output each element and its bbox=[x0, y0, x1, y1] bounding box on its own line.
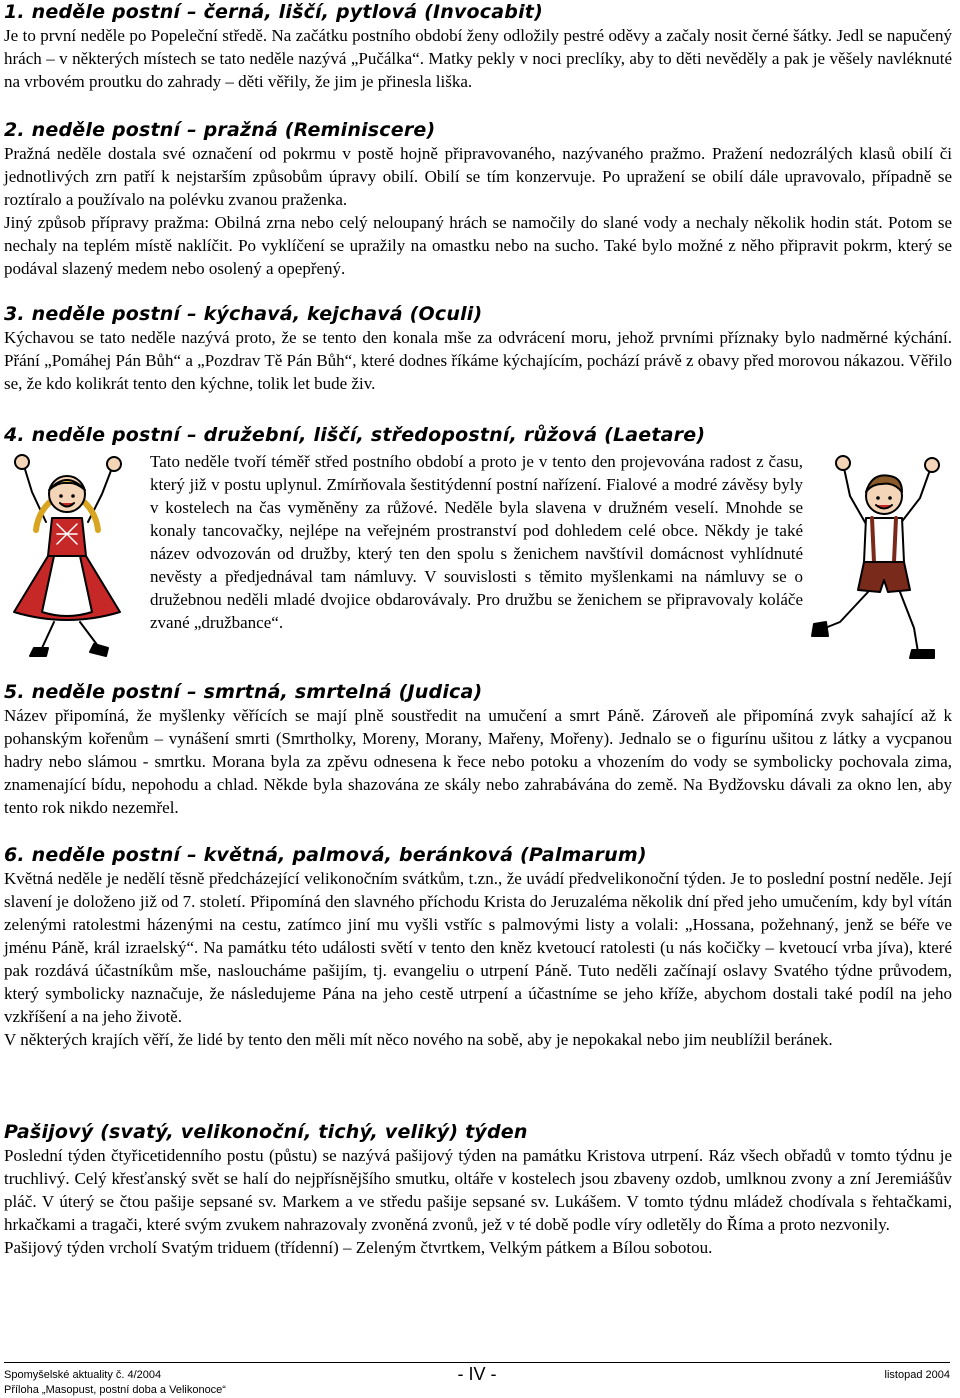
section-5 bbox=[4, 680, 952, 819]
section-7-heading: Pašijový (svatý, velikonoční, tichý, veliký) týden bbox=[4, 1121, 528, 1143]
footer-page-number: - IV - bbox=[457, 1364, 497, 1384]
section-6-paragraph-1: Květná neděle je nedělí těsně předcházející velikonočním svátkům, t.zn., že uvádí předvelikonoční týden. Je to poslední postní neděle. Její slavení je doloženo již od 7. století. Připomíná den slavného příchodu Krista do Jeruzaléma několik dní před jeho umučením, kdy byl vítán zelenými ratolestmi házenými na cestu, zatímco jiní mu vyšli vstříc s palmovými listy a volali: „Hossana, požehnaný, jenž se béře ve jménu Páně, král izraelský“. Na památku této události světí v tento den kněz kvetoucí ratolesti (u nás kočičky – kvetoucí vrba jíva), které pak rozdává účastníkům mše, nasloucháme pašijím, tj. evangeliu o utrpení Páně. Tuto neděli začínají oslavy Svatého týdne průvodem, který symbolicky naznačuje, že následujeme Pána na jeho cestě utrpení a účastníme se jeho kříže, abychom dostali také podíl na jeho vzkříšení a na jeho životě. bbox=[4, 869, 952, 1026]
dancing-boy-illustration bbox=[810, 452, 958, 664]
section-4-text bbox=[150, 450, 803, 634]
section-7 bbox=[4, 1120, 952, 1259]
section-6-paragraph-2: V některých krajích věří, že lidé by tento den měli mít něco nového na sobě, aby je nepokakal nebo jim neublížil beránek. bbox=[4, 1030, 833, 1049]
section-7-paragraph-2: Pašijový týden vrcholí Svatým triduem (třídenní) – Zeleným čtvrtkem, Velkým pátkem a Bílou sobotou. bbox=[4, 1238, 713, 1257]
footer-supplement: Příloha „Masopust, postní doba a Velikonoce“ bbox=[4, 1384, 226, 1396]
footer-publication: Spomyšelské aktuality č. 4/2004 bbox=[4, 1369, 162, 1381]
section-2-paragraph-2: Jiný způsob přípravy pražma: Obilná zrna nebo celý neloupaný hrách se namočily do slané vody a nechaly několik hodin stát. Potom se nechaly na teplém místě naklíčit. Po vyklíčení se upražily na omastku nebo na sucho. Také bylo možné z něho připravit pokrm, který se podával slazený medem nebo osolený a opepřený. bbox=[4, 213, 952, 278]
section-3 bbox=[4, 302, 952, 395]
section-4-heading: 4. neděle postní – družební, liščí, středopostní, růžová (Laetare) bbox=[4, 424, 706, 446]
section-4-paragraph-1: Tato neděle tvoří téměř střed postního období a proto je v tento den projevována radost z času, který již v postu uplynul. Zmírňovala šestitýdenní postní nařízení. Fialové a modré závěsy byly v kostelech na čas vyměněny za růžové. Neděle byla slavena v družném veselí. Mnohde se konaly tancovačky, nejlépe na veřejném prostranství pod dohledem celé obce. Někdy je také název odvozován od družby, který ten den spolu s ženichem navštívil domácnost vyhlídnuté nevěsty a předjednával tam námluvy. V souvislosti s těmito myšlenkami na námluvy se o družebnou neděli mladé dvojice obdarovávaly. Pro družbu se ženichem se připravovaly koláče zvané „družbance“. bbox=[150, 452, 803, 632]
section-3-paragraph-1: Kýchavou se tato neděle nazývá proto, že se tento den konala mše za odvrácení moru, jehož prvními příznaky bylo nadměrné kýchání. Přání „Pomáhej Pán Bůh“ a „Pozdrav Tě Pán Bůh“, které dodnes říkáme kýchajícím, pochází právě z obavy před morovou nákazou. Věřilo se, že kdo kolikrát tento den kýchne, tolik let bude živ. bbox=[4, 328, 952, 393]
footer-date: listopad 2004 bbox=[884, 1369, 950, 1381]
section-5-heading: 5. neděle postní – smrtná, smrtelná (Judica) bbox=[4, 681, 483, 703]
section-2-heading: 2. neděle postní – pražná (Reminiscere) bbox=[4, 119, 436, 141]
section-7-paragraph-1: Poslední týden čtyřicetidenního postu (půstu) se nazývá pašijový týden na památku Kristova utrpení. Ráz všech obřadů v tomto týdnu je truchlivý. Celý křesťanský svět se halí do nejpřísnějšího smutku, oltáře v kostelech jsou zbaveny ozdob, umlknou zvony a zní Jeremiášův pláč. V úterý se čtou pašije sepsané sv. Markem a ve středu pašije sepsané sv. Lukášem. V tomto týdnu mládež chodívala s řehtačkami, hrkačkami a tragači, které svým zvukem nahrazovaly zvoněná zvonů, jež v té době podle víry odletěly do Říma a proto nezvonily. bbox=[4, 1146, 952, 1234]
section-1-heading: 1. neděle postní – černá, liščí, pytlová (Invocabit) bbox=[4, 1, 543, 23]
section-6-heading: 6. neděle postní – květná, palmová, beránková (Palmarum) bbox=[4, 844, 647, 866]
section-3-heading: 3. neděle postní – kýchavá, kejchavá (Oculi) bbox=[4, 303, 483, 325]
dancing-girl-illustration bbox=[2, 452, 132, 662]
section-5-paragraph-1: Název připomíná, že myšlenky věřících se mají plně soustředit na umučení a smrt Páně. Zároveň ale připomíná zvyk sahající až k pohanským kořenům – vynášení smrti (Smrtholky, Moreny, Morany, Mařeny, Mořeny). Jednalo se o figurínu ušitou z látky a vycpanou hadry nebo slámou - smrtku. Morana byla za zpěvu odnesena k řece nebo potoku a vhozením do vody se symbolicky pochovala zima, znamenající bídu, nepohodu a chlad. Někde byla shazována ze skály nebo zahrabávána do země. Na Bydžovsku dávali za okno len, aby tento rok nikdo nezemřel. bbox=[4, 706, 952, 817]
page-footer bbox=[4, 1362, 950, 1397]
section-4 bbox=[4, 423, 952, 447]
section-2-paragraph-1: Pražná neděle dostala své označení od pokrmu v postě hojně připravovaného, nazývaného pražmo. Pražení nedozrálých klasů obilí či jednotlivých zrn patří k nejstarším způsobům úpravy obilí. Obilí se tím konzervuje. Po upražení se obilí dále upravovalo, případně se roztíralo a používalo na polévku zvanou praženka. bbox=[4, 144, 952, 209]
section-6 bbox=[4, 843, 952, 1051]
section-1-paragraph-1: Je to první neděle po Popeleční středě. Na začátku postního období ženy odložily pestré oděvy a začaly nosit černé šátky. Jedl se napučený hrách – v některých místech se tato neděle nazývá „Pučálka“. Matky pekly v noci preclíky, aby to děti nevěděly a pak je věšely navléknuté na vrbovém proutku do zahrady – děti věřily, že jim je přinesla liška. bbox=[4, 26, 952, 91]
section-2 bbox=[4, 118, 952, 280]
section-1 bbox=[4, 0, 952, 93]
